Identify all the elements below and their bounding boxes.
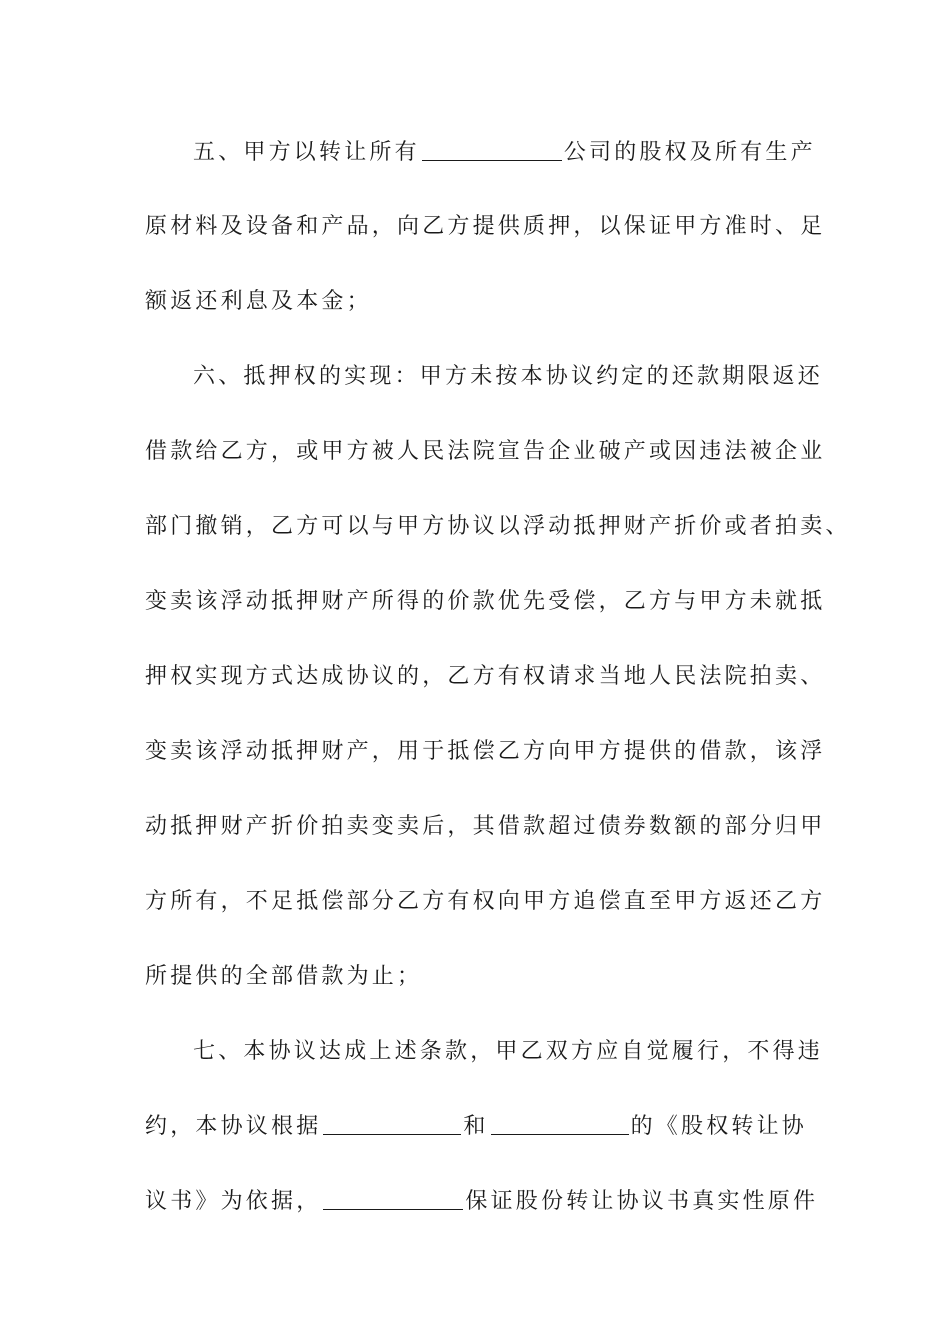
paragraph-7-line-3: [145, 1182, 825, 1222]
text-segment: 议书》为依据，: [145, 1189, 322, 1214]
paragraph-5-line-2: 原材料及设备和产品，向乙方提供质押，以保证甲方准时、足: [145, 214, 826, 239]
paragraph-5-line-3: 额返还利息及本金；: [145, 289, 372, 314]
paragraph-6-line-9: 所提供的全部借款为止；: [145, 964, 423, 989]
paragraph-5-line-1: [193, 133, 873, 173]
paragraph-6-line-4: 变卖该浮动抵押财产所得的价款优先受偿，乙方与甲方未就抵: [145, 589, 826, 614]
paragraph-6-line-8: 方所有，不足抵偿部分乙方有权向甲方追偿直至甲方返还乙方: [145, 889, 826, 914]
paragraph-6-line-3: 部门撤销，乙方可以与甲方协议以浮动抵押财产折价或者拍卖、: [145, 514, 851, 539]
paragraph-7-line-1: 七、本协议达成上述条款，甲乙双方应自觉履行，不得违: [193, 1039, 824, 1064]
text-segment: 的《股权转让协: [630, 1114, 808, 1139]
fill-in-blank: [422, 138, 562, 161]
text-segment: 五、甲方以转让所有: [193, 140, 420, 165]
text-segment: 保证股份转让协议书真实性原件: [465, 1189, 819, 1214]
paragraph-6-line-1: 六、抵押权的实现：甲方未按本协议约定的还款期限返还: [193, 364, 824, 389]
fill-in-blank: [491, 1112, 629, 1135]
paragraph-7-line-2: [145, 1107, 825, 1147]
paragraph-6-line-6: 变卖该浮动抵押财产，用于抵偿乙方向甲方提供的借款，该浮: [145, 739, 826, 764]
paragraph-6-line-5: 押权实现方式达成协议的，乙方有权请求当地人民法院拍卖、: [145, 664, 826, 689]
paragraph-6-line-2: 借款给乙方，或甲方被人民法院宣告企业破产或因违法被企业: [145, 439, 826, 464]
fill-in-blank: [323, 1187, 463, 1210]
text-segment: 约，本协议根据: [145, 1114, 322, 1139]
text-segment: 和: [463, 1114, 489, 1139]
paragraph-6-line-7: 动抵押财产折价拍卖变卖后，其借款超过债券数额的部分归甲: [145, 814, 826, 839]
fill-in-blank: [323, 1112, 461, 1135]
text-segment: 公司的股权及所有生产: [563, 140, 816, 165]
